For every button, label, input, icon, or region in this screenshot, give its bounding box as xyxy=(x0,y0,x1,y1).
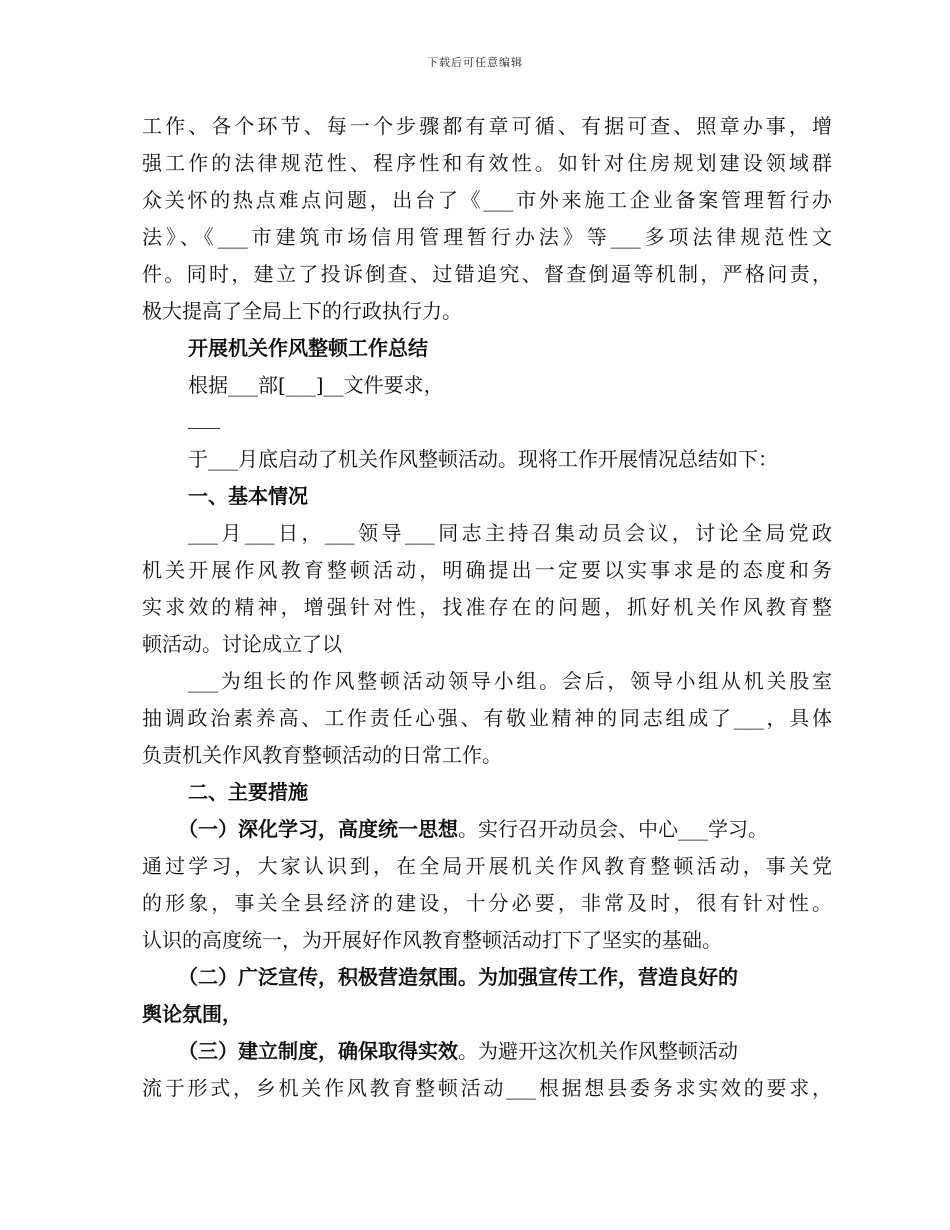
text-line: 负责机关作风教育整顿活动的日常工作。 xyxy=(142,743,502,767)
text-line: 机关开展作风教育整顿活动，明确提出一定要以实事求是的态度和务 xyxy=(142,558,832,582)
section-heading-2: 二、主要措施 xyxy=(188,780,308,804)
subsection-3 xyxy=(142,1033,832,1070)
page-header: 下载后可任意编辑 xyxy=(427,56,523,69)
text-line: 顿活动。讨论成立了以 xyxy=(142,632,342,656)
text-line: 通过学习，大家认识到，在全局开展机关作风教育整顿活动，事关党 xyxy=(142,854,832,878)
subsection-2-continued: 舆论氛围， xyxy=(142,1002,242,1026)
blank-underline xyxy=(142,404,832,441)
subsection-1 xyxy=(142,811,832,848)
text-line: 认识的高度统一，为开展好作风教育整顿活动打下了坚实的基础。 xyxy=(142,928,722,952)
document-body xyxy=(142,108,832,1107)
text-line: 强工作的法律规范性、程序性和有效性。如针对住房规划建设领域群 xyxy=(142,151,832,175)
text-line: 众关怀的热点难点问题，出台了《___市外来施工企业备案管理暂行办 xyxy=(142,188,832,212)
text-line: 于___月底启动了机关作风整顿活动。现将工作开展情况总结如下： xyxy=(188,447,778,471)
subsection-1-title: （一）深化学习，高度统一思想 xyxy=(178,817,458,841)
text-line: 抽调政治素养高、工作责任心强、有敬业精神的同志组成了___，具体 xyxy=(142,706,832,730)
section-heading-1: 一、基本情况 xyxy=(188,484,308,508)
underline-mark xyxy=(188,428,220,429)
text-line: ___月___日，___领导___同志主持召集动员会议，讨论全局党政 xyxy=(188,521,832,545)
subsection-3-text: 。为避开这次机关作风整顿活动 xyxy=(458,1039,738,1063)
text-line: 法》、《___市建筑市场信用管理暂行办法》等___多项法律规范性文 xyxy=(142,225,832,249)
document-title: 开展机关作风整顿工作总结 xyxy=(188,336,428,360)
text-line: 实求效的精神，增强针对性，找准存在的问题，抓好机关作风教育整 xyxy=(142,595,832,619)
text-line: 件。同时，建立了投诉倒查、过错追究、督查倒逼等机制，严格问责， xyxy=(142,262,832,286)
text-line: 工作、各个环节、每一个步骤都有章可循、有据可查、照章办事，增 xyxy=(142,114,832,138)
text-line: 流于形式，乡机关作风教育整顿活动___根据想县委务求实效的要求， xyxy=(142,1076,832,1100)
subsection-1-text: 。实行召开动员会、中心___学习。 xyxy=(458,817,768,841)
text-line: 的形象，事关全县经济的建设，十分必要，非常及时，很有针对性。 xyxy=(142,891,832,915)
text-line: ___为组长的作风整顿活动领导小组。会后，领导小组从机关股室 xyxy=(188,669,832,693)
text-line: 极大提高了全局上下的行政执行力。 xyxy=(142,299,462,323)
subsection-3-title: （三）建立制度，确保取得实效 xyxy=(178,1039,458,1063)
subsection-2: （二）广泛宣传，积极营造氛围。为加强宣传工作，营造良好的 xyxy=(178,965,738,989)
text-line: 根据___部[___]__文件要求， xyxy=(188,373,444,397)
